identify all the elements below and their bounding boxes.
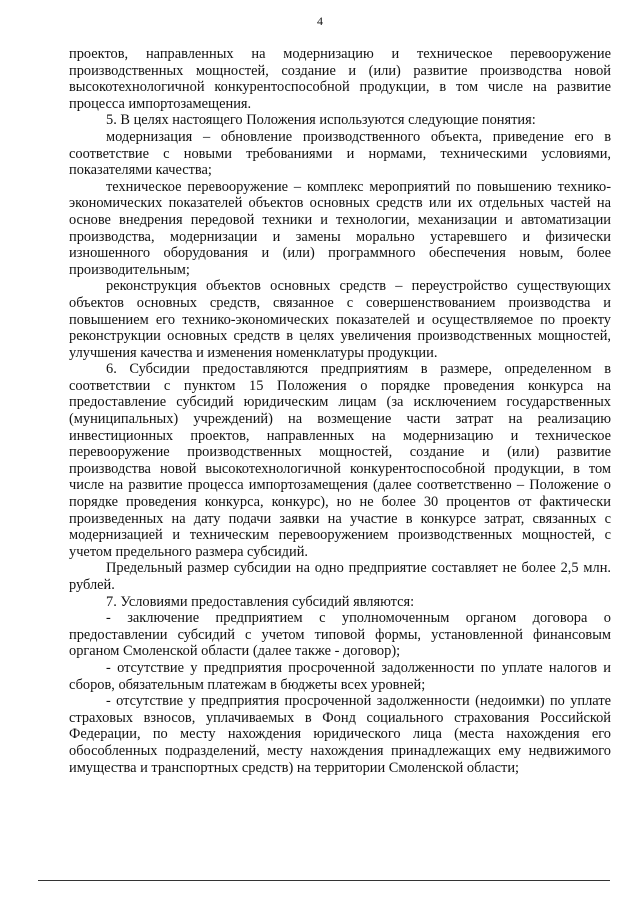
paragraph-clause-7: 7. Условиями предоставления субсидий являются: (106, 593, 415, 610)
paragraph-condition-taxes: - отсутствие у предприятия просроченной задолженности по уплате налогов и сборов, обязательным платежам в бюджеты всех уровней; (69, 659, 611, 693)
paragraph-definition-reequipment: техническое перевооружение – комплекс мероприятий по повышению технико-экономических показателей объектов основных средств или их отдельных частей на основе внедрения передовой техники и технологии, механизации и автоматизации производства, модернизации и замены морально устаревшего и физически изношенного оборудования и (или) программного обеспечения новым, более производительным; (69, 178, 611, 278)
page-number: 4 (317, 14, 323, 28)
paragraph-clause-5: 5. В целях настоящего Положения используются следующие понятия: (106, 112, 536, 129)
paragraph-clause-6: 6. Субсидии предоставляются предприятиям в размере, определенном в соответствии с пунктом 15 Положения о порядке проведения конкурса на предоставление субсидий юридическим лицам (за исключением государственных (муниципальных) учреждений) на возмещение части затрат на реализацию инвестиционных проектов, направленных на модернизацию и техническое перевооружение производственных мощностей, создание и (или) развитие производства новой высокотехнологичной конкурентоспособной продукции, в том числе на развитие процесса импортозамещения (далее соответственно – Положение о порядке проведения конкурса, конкурс), но не более 30 процентов от фактически произведенных на дату подачи заявки на участие в конкурсе затрат, связанных с модернизацией и техническим перевооружением производственных мощностей, с учетом предельного размера субсидий. (69, 361, 611, 560)
paragraph-definition-modernization: модернизация – обновление производственного объекта, приведение его в соответствие с новыми требованиями и нормами, техническими условиями, показателями качества; (69, 128, 611, 179)
paragraph-definition-reconstruction: реконструкция объектов основных средств – переустройство существующих объектов основных средств, связанное с совершенствованием производства и повышением его технико-экономических показателей и осуществляемое по проекту реконструкции основных средств в целях увеличения производственных мощностей, улучшения качества и изменения номенклатуры продукции. (69, 278, 611, 361)
paragraph-subsidy-limit: Предельный размер субсидии на одно предприятие составляет не более 2,5 млн. рублей. (69, 560, 611, 593)
paragraph-continuation: проектов, направленных на модернизацию и техническое перевооружение производственных мощностей, создание и (или) развитие производства новой высокотехнологичной конкурентоспособной продукции, в том числе на развитие процесса импортозамещения. (69, 46, 611, 112)
paragraph-condition-agreement: - заключение предприятием с уполномоченным органом договора о предоставлении субсидий с учетом типовой формы, установленной финансовым органом Смоленской области (далее также - договор); (69, 610, 611, 660)
paragraph-condition-insurance: - отсутствие у предприятия просроченной задолженности (недоимки) по уплате страховых взносов, уплачиваемых в Фонд социального страхования Российской Федерации, по месту нахождения юридического лица (места нахождения его обособленных подразделений, месту нахождения принадлежащих ему недвижимого имущества и транспортных средств) на территории Смоленской области; (69, 693, 611, 776)
document-body (69, 46, 611, 776)
footer-rule (38, 880, 610, 881)
